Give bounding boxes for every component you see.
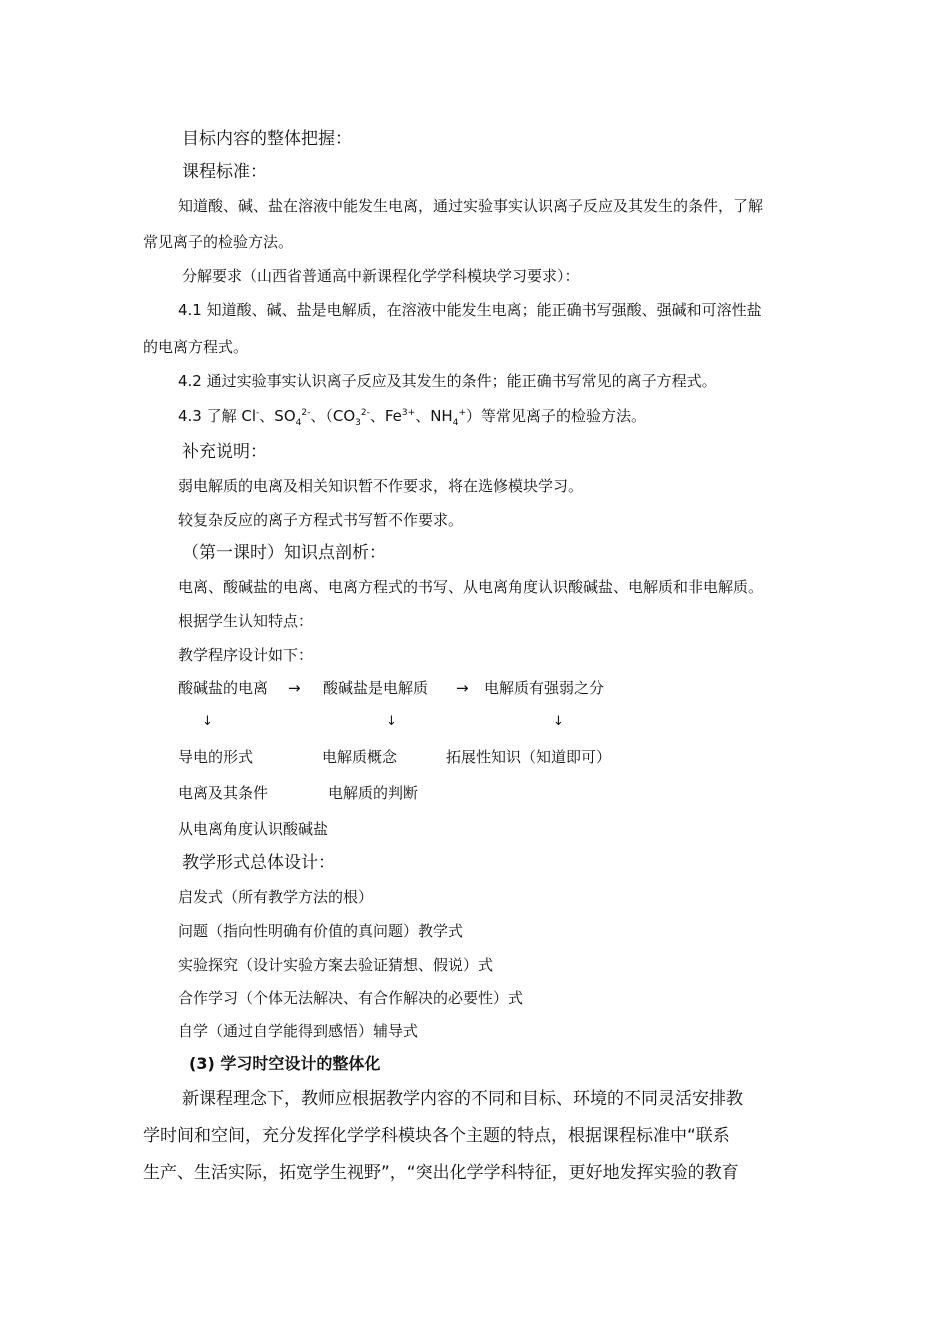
so4-subscript: 4 — [295, 418, 302, 428]
so4-charge: 2- — [301, 408, 311, 418]
item-4-3-intro: 4.3 了解 Cl — [178, 407, 257, 425]
fe-charge: 3+ — [401, 408, 416, 418]
form-item-5: 自学（通过自学能得到感悟）辅导式 — [178, 1022, 419, 1040]
supplement-note-2: 较复杂反应的离子方程式书写暂不作要求。 — [178, 511, 464, 529]
cl-charge: - — [256, 408, 260, 418]
co3-subscript: 3 — [355, 418, 361, 428]
standard-line-1: 知道酸、碱、盐在溶液中能发生电离，通过实验事实认识离子反应及其发生的条件，了解 — [178, 197, 764, 215]
flow-node-electrolyte-concept: 电解质概念 — [322, 748, 398, 766]
flow-arrow-down-1: ↓ — [202, 714, 213, 729]
heading-target: 目标内容的整体把握： — [182, 129, 352, 149]
supplement-note-1: 弱电解质的电离及相关知识暂不作要求，将在选修模块学习。 — [178, 477, 584, 495]
flow-arrow-down-2: ↓ — [386, 714, 397, 729]
item-4-1-line-2: 的电离方程式。 — [143, 338, 249, 356]
nh4-charge: + — [458, 408, 466, 418]
item-4-3 — [178, 406, 646, 426]
item-4-1-line-1: 4.1 知道酸、碱、盐是电解质，在溶液中能发生电离；能正确书写强酸、强碱和可溶性盐 — [178, 301, 762, 319]
form-item-4: 合作学习（个体无法解决、有合作解决的必要性）式 — [178, 989, 524, 1007]
paragraph-line-3: 生产、生活实际，拓宽学生视野”，“突出化学学科特征，更好地发挥实验的教育 — [143, 1163, 739, 1183]
flow-node-ionization: 酸碱盐的电离 — [178, 679, 269, 697]
decomposition-heading: 分解要求（山西省普通高中新课程化学学科模块学习要求）： — [182, 267, 580, 285]
fe-text: 、Fe — [369, 407, 402, 425]
flow-arrow-right-2: → — [456, 679, 469, 697]
item-4-3-tail: ）等常见离子的检验方法。 — [465, 407, 646, 425]
form-item-2: 问题（指向性明确有价值的真问题）教学式 — [178, 922, 464, 940]
flow-node-electrolyte: 酸碱盐是电解质 — [323, 679, 429, 697]
flow-node-conduction: 导电的形式 — [178, 748, 254, 766]
so4-text: 、SO — [259, 407, 296, 425]
cognition-line: 根据学生认知特点： — [178, 612, 314, 630]
flow-node-ionization-conditions: 电离及其条件 — [178, 784, 269, 802]
flow-arrow-down-3: ↓ — [553, 714, 564, 729]
flow-node-strong-weak: 电解质有强弱之分 — [484, 679, 605, 697]
form-heading: 教学形式总体设计： — [182, 853, 335, 873]
form-item-1: 启发式（所有教学方法的根） — [178, 888, 374, 906]
item-4-2: 4.2 通过实验事实认识离子反应及其发生的条件；能正确书写常见的离子方程式。 — [178, 372, 717, 390]
nh4-subscript: 4 — [452, 418, 459, 428]
section-3-heading: (3) 学习时空设计的整体化 — [189, 1054, 381, 1073]
flow-node-electrolyte-judgment: 电解质的判断 — [328, 784, 419, 802]
paragraph-line-1: 新课程理念下，教师应根据教学内容的不同和目标、环境的不同灵活安排教 — [182, 1089, 743, 1109]
lesson-points: 电离、酸碱盐的电离、电离方程式的书写、从电离角度认识酸碱盐、电解质和非电解质。 — [178, 578, 764, 596]
lesson-heading: （第一课时）知识点剖析： — [182, 543, 386, 563]
form-item-3: 实验探究（设计实验方案去验证猜想、假说）式 — [178, 956, 494, 974]
standard-line-2: 常见离子的检验方法。 — [143, 233, 294, 251]
co3-charge: 2- — [360, 408, 370, 418]
flow-arrow-right-1: → — [288, 679, 301, 697]
flow-node-acid-base-salt: 从电离角度认识酸碱盐 — [178, 820, 329, 838]
nh4-text: 、NH — [415, 407, 453, 425]
paragraph-line-2: 学时间和空间，充分发挥化学学科模块各个主题的特点，根据课程标准中“联系 — [143, 1126, 730, 1146]
co3-text: 、（CO — [310, 407, 356, 425]
procedure-line: 教学程序设计如下： — [178, 646, 314, 664]
flow-node-extension: 拓展性知识（知道即可） — [446, 748, 612, 766]
heading-standard: 课程标准： — [182, 162, 267, 182]
supplement-heading: 补充说明： — [182, 442, 267, 462]
